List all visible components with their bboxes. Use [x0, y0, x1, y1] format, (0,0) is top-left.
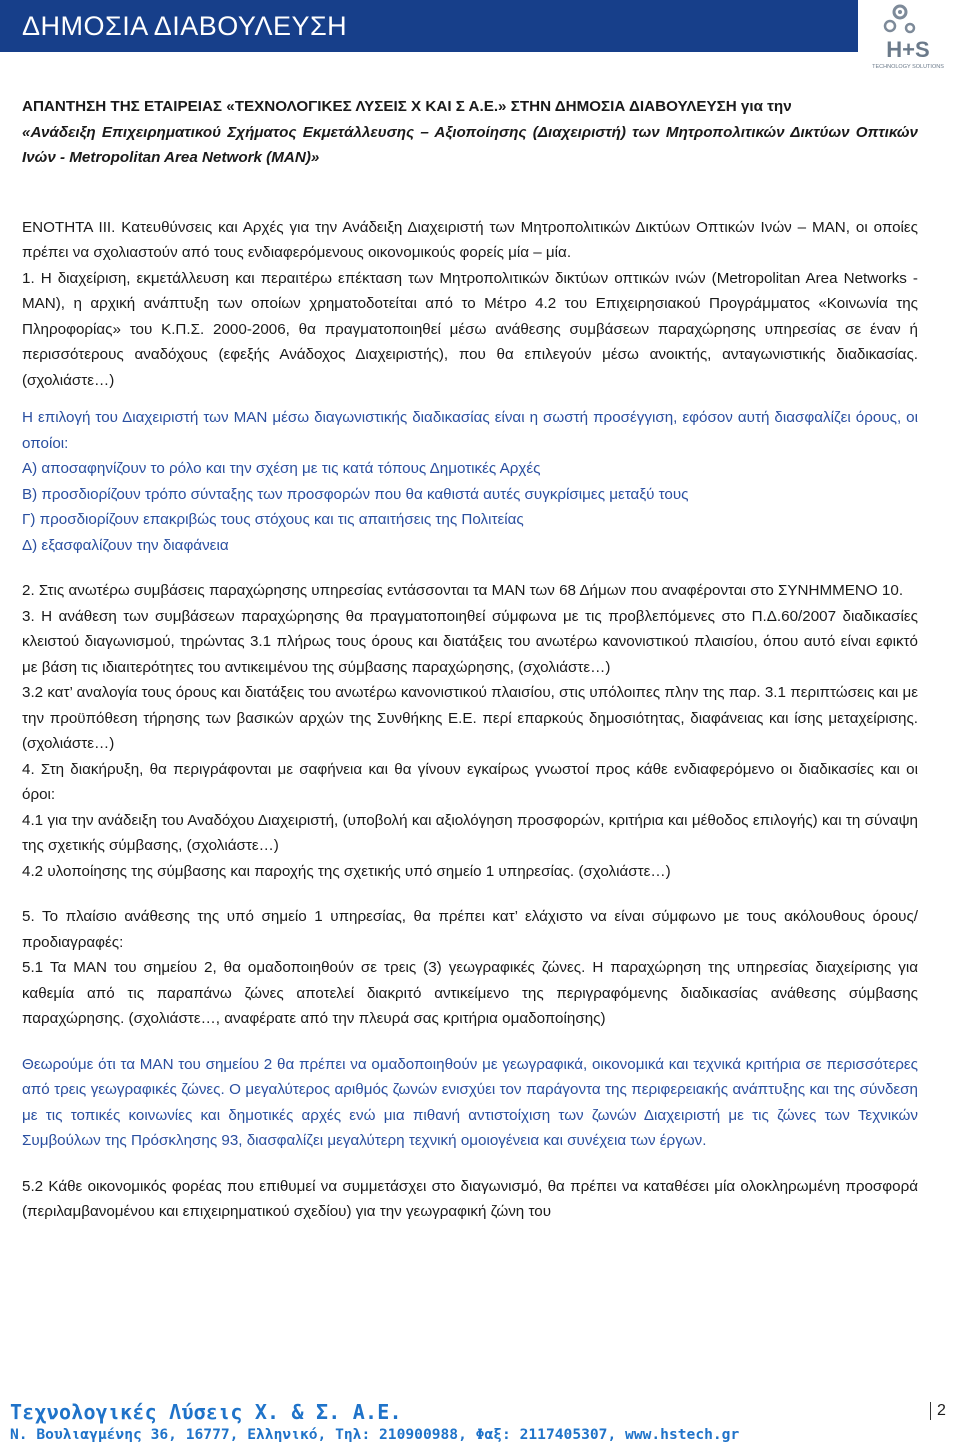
paragraph-3: 3. Η ανάθεση των συμβάσεων παραχώρησης θα πραγματοποιηθεί σύμφωνα με τις προβλεπόμενες στο Π.Δ.60/2007 διαδικασίες κλειστού διαγωνισμού, τηρώντας 3.1 πλήρως τους όρους και διατάξεις του ανωτέρω κανονιστικού πλαισίου, όπου αυτό είναι εφικτό με βάση τις ιδιαιτερότητες του αντικειμένου της σύμβασης παραχώρησης, (σχολιάστε…): [22, 607, 918, 676]
paragraph-2: 2. Στις ανωτέρω συμβάσεις παραχώρησης υπηρεσίας εντάσσονται τα MAN των 68 Δήμων που αναφέρονται στο ΣΥΝΗΜΜΕΝΟ 10.: [22, 582, 904, 599]
footer-company-name: Τεχνολογικές Λύσεις Χ. & Σ. Α.Ε.: [10, 1400, 402, 1424]
logo-text: H+S: [886, 37, 930, 62]
paragraph-5-1: 5.1 Τα MAN του σημείου 2, θα ομαδοποιηθούν σε τρεις (3) γεωγραφικές ζώνες. Η παραχώρηση της υπηρεσίας διαχείρισης για καθεμία από τις παραπάνω ζώνες αποτελεί διακριτό αντικείμενο της περιγραφόμενης διαδικασίας ανάθεσης σύμβασης παραχώρησης. (σχολιάστε…, αναφέρατε από την πλευρά σας κριτήρια ομαδοποίησης): [22, 959, 918, 1027]
section-intro: ΕΝΟΤΗΤΑ ΙΙΙ. Κατευθύνσεις και Αρχές για την Ανάδειξη Διαχειριστή των Μητροπολιτικών Δικτύων Οπτικών Ινών – MAN, οι οποίες πρέπει να σχολιαστούν από τους ενδιαφερόμενους οικονομικούς φορείς μία – μία.: [22, 218, 918, 261]
page-footer: [0, 1398, 960, 1450]
banner-title: ΔΗΜΟΣΙΑ ΔΙΑΒΟΥΛΕΥΣΗ: [22, 11, 348, 41]
paragraph-5-2: 5.2 Κάθε οικονομικός φορέας που επιθυμεί να συμμετάσχει στο διαγωνισμό, θα πρέπει να καταθέσει μία ολοκληρωμένη προσφορά (περιλαμβανομένου και επιχειρηματικού σχεδίου) για την γεωγραφική ζώνη του: [22, 1177, 918, 1220]
paragraph-4: 4. Στη διακήρυξη, θα περιγράφονται με σαφήνεια και θα γίνουν εγκαίρως γνωστοί προς κάθε ενδιαφερόμενο οι διαδικασίες και οι όροι:: [22, 760, 918, 803]
paragraph-4-1: 4.1 για την ανάδειξη του Αναδόχου Διαχειριστή, (υποβολή και αξιολόγηση προσφορών, κριτήρια και μέθοδος επιλογής) και τη σύναψη της σχετικής σύμβασης, (σχολιάστε…): [22, 811, 918, 854]
paragraph-3-2: 3.2 κατ’ αναλογία τους όρους και διατάξεις του ανωτέρω κανονιστικού πλαισίου, στις υπόλοιπες πλην της παρ. 3.1 περιπτώσεις και με την προϋπόθεση τήρησης των βασικών αρχών της Συνθήκης Ε.Ε. περί επαρκούς δημοσιότητας, διαφάνειας και ίσης μεταχείρισης. (σχολιάστε…): [22, 684, 918, 752]
paragraph-5: 5. Το πλαίσιο ανάθεσης της υπό σημείο 1 υπηρεσίας, θα πρέπει κατ’ ελάχιστο να είναι σύμφωνο με τους ακόλουθους όρους/ προδιαγραφές:: [22, 908, 918, 951]
doc-title-line2: «Ανάδειξη Επιχειρηματικού Σχήματος Εκμετάλλευσης – Αξιοποίησης (Διαχειριστή) των Μητροπολιτικών Δικτύων Οπτικών Ινών - Metropolitan Area Network (MAN)»: [22, 123, 918, 166]
document-body: [22, 94, 918, 1225]
comment-1-d: Δ) εξασφαλίζουν την διαφάνεια: [22, 536, 229, 554]
company-logo: [862, 2, 954, 72]
comment-1-c: Γ) προσδιορίζουν επακριβώς τους στόχους και τις απαιτήσεις της Πολιτείας: [22, 511, 524, 528]
footer-address: Ν. Βουλιαγμένης 36, 16777, Ελληνικό, Τηλ: 210900988, Φαξ: 2117405307, www.hstech.gr: [10, 1426, 740, 1443]
page-number: 2: [930, 1402, 946, 1420]
logo-subtext: TECHNOLOGY SOLUTIONS: [872, 64, 944, 70]
comment-1-intro: Η επιλογή του Διαχειριστή των MAN μέσω διαγωνιστικής διαδικασίας είναι η σωστή προσέγγιση, εφόσον αυτή διασφαλίζει όρους, οι οποίοι:: [22, 409, 918, 452]
comment-1-a: Α) αποσαφηνίζουν το ρόλο και την σχέση με τις κατά τόπους Δημοτικές Αρχές: [22, 460, 541, 477]
paragraph-1: 1. Η διαχείριση, εκμετάλλευση και περαιτέρω επέκταση των Μητροπολιτικών δικτύων οπτικών ινών (Metropolitan Area Networks - MAN), η αρχική ανάπτυξη των οποίων χρηματοδοτείται από το Μέτρο 4.2 του Επιχειρησιακού Προγράμματος «Κοινωνία της Πληροφορίας» του Κ.Π.Σ. 2000-2006, θα πραγματοποιηθεί μέσω ανάθεσης συμβάσεων παραχώρησης υπηρεσίας σε έναν ή περισσότερους αναδόχους (εφεξής Ανάδοχος Διαχειριστής), που θα επιλεγούν μέσω ανοικτής, ανταγωνιστικής διαδικασίας. (σχολιάστε…): [22, 269, 918, 389]
comment-5-1: Θεωρούμε ότι τα MAN του σημείου 2 θα πρέπει να ομαδοποιηθούν με γεωγραφικά, οικονομικά και τεχνικά κριτήρια σε περισσότερες από τρεις γεωγραφικές ζώνες. Ο μεγαλύτερος αριθμός ζωνών ενισχύει τον παράγοντα της περιφερειακής ανάπτυξης και της σύνδεση με τις τοπικές κοινωνίες και δημοτικές αρχές ενώ μια πιθανή αντιστοίχιση των ζωνών Διαχειριστή με τις ζώνες των Τεχνικών Συμβούλων της Πρόσκλησης 93, διασφαλίζει μεγαλύτερη τεχνική ομοιογένεια και συνέχεια των έργων.: [22, 1055, 918, 1149]
header-banner: [0, 0, 858, 52]
comment-1-b: Β) προσδιορίζουν τρόπο σύνταξης των προσφορών που θα καθιστά αυτές συγκρίσιμες μεταξύ τους: [22, 485, 689, 503]
doc-title-line1: ΑΠΑΝΤΗΣΗ ΤΗΣ ΕΤΑΙΡΕΙΑΣ «ΤΕΧΝΟΛΟΓΙΚΕΣ ΛΥΣΕΙΣ Χ ΚΑΙ Σ Α.Ε.» ΣΤΗΝ ΔΗΜΟΣΙΑ ΔΙΑΒΟΥΛΕΥΣΗ για την: [22, 98, 792, 115]
hs-logo-icon: [862, 2, 954, 72]
paragraph-4-2: 4.2 υλοποίησης της σύμβασης και παροχής της σχετικής υπό σημείο 1 υπηρεσίας. (σχολιάστε…): [22, 862, 671, 880]
